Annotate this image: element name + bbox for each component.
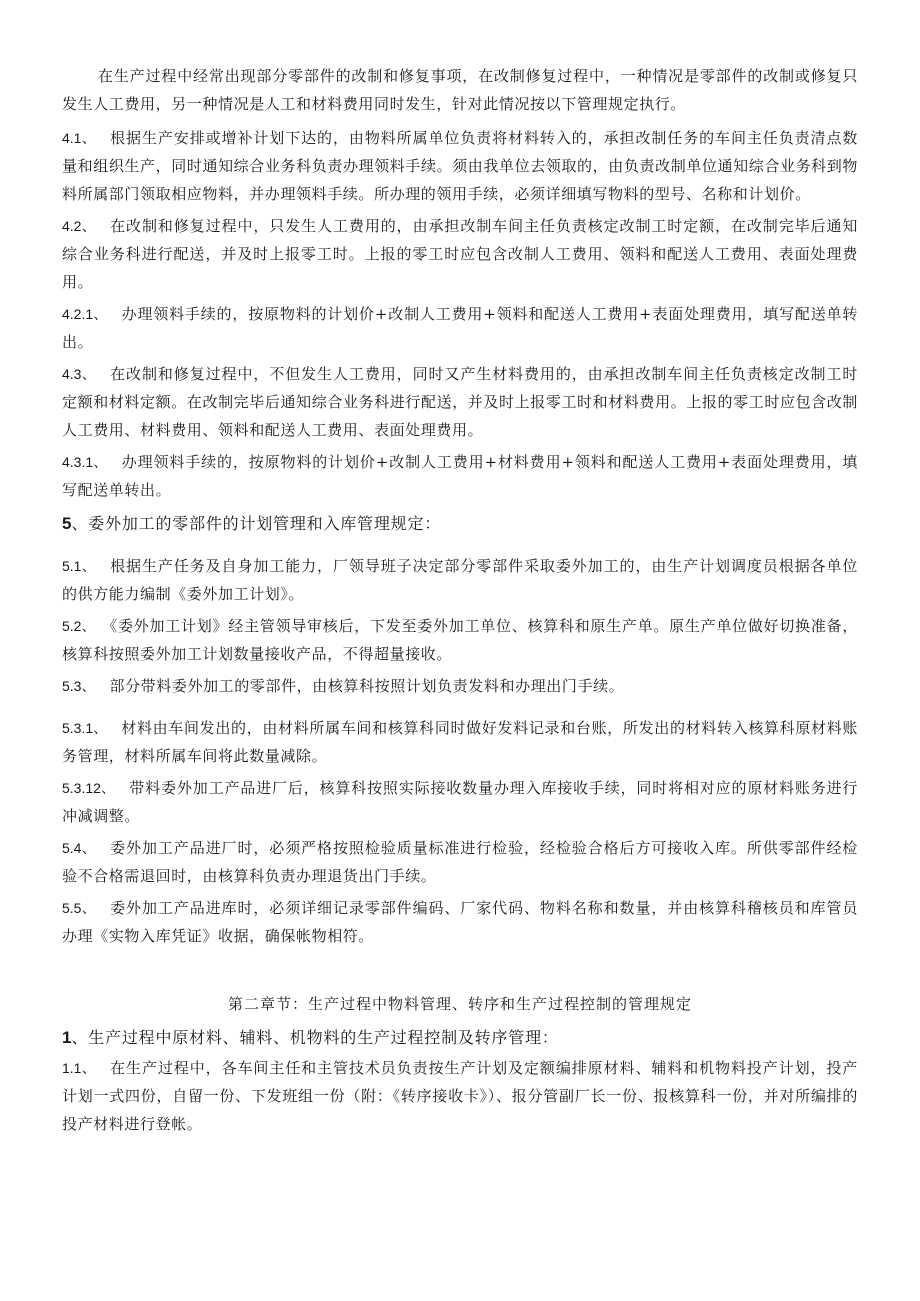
clause-text: 在改制和修复过程中，不但发生人工费用，同时又产生材料费用的，由承担改制车间主任负责核定改制工时定额和材料定额。在改制完毕后通知综合业务科进行配送，并及时上报零工时和材料费用。上报的零工时应包含改制人工费用、材料费用、领料和配送人工费用、表面处理费用。 — [62, 365, 858, 439]
clause-number: 5.3.1、 — [62, 720, 108, 736]
clause-text: 根据生产安排或增补计划下达的，由物料所属单位负责将材料转入的，承担改制任务的车间主任负责清点数量和组织生产，同时通知综合业务科负责办理领料手续。须由我单位去领取的，由负责改制单位通知综合业务科到物料所属部门领取相应物料，并办理领料手续。所办理的领用手续，必须详细填写物料的型号、名称和计划价。 — [62, 129, 858, 203]
clause-number: 5.3、 — [62, 678, 96, 694]
section-1-heading — [62, 1024, 858, 1052]
clause-number: 4.3.1、 — [62, 454, 108, 470]
clause-text: 《委外加工计划》经主管领导审核后，下发至委外加工单位、核算科和原生产单。原生产单位做好切换准备，核算科按照委外加工计划数量接收产品，不得超量接收。 — [62, 617, 858, 663]
section-title: 、委外加工的零部件的计划管理和入库管理规定： — [71, 514, 442, 533]
clause-5-2 — [62, 612, 858, 668]
clause-text: 部分带料委外加工的零部件，由核算科按照计划负责发料和办理出门手续。 — [109, 677, 625, 695]
clause-number: 5.3.12、 — [62, 780, 116, 796]
clause-text: 在生产过程中，各车间主任和主管技术员负责按生产计划及定额编排原材料、辅料和机物料投产计划，投产计划一式四份，自留一份、下发班组一份（附：《转序接收卡》）、报分管副厂长一份、报核算科一份，并对所编排的投产材料进行登帐。 — [62, 1059, 858, 1133]
chapter-title: 第二章节：生产过程中物料管理、转序和生产过程控制的管理规定 — [227, 995, 692, 1013]
section-5-heading — [62, 510, 858, 538]
clause-text: 委外加工产品进厂时，必须严格按照检验质量标准进行检验，经检验合格后方可接收入库。所供零部件经检验不合格需退回时，由核算科负责办理退货出门手续。 — [62, 839, 858, 885]
clause-number: 1.1、 — [62, 1060, 97, 1076]
clause-4-2 — [62, 212, 858, 296]
clause-number: 4.3、 — [62, 366, 97, 382]
clause-number: 5.1、 — [62, 558, 97, 574]
clause-number: 4.2.1、 — [62, 306, 108, 322]
clause-number: 4.2、 — [62, 218, 97, 234]
clause-text: 带料委外加工产品进厂后，核算科按照实际接收数量办理入库接收手续，同时将相对应的原材料账务进行冲减调整。 — [62, 779, 858, 825]
section-number: 1 — [62, 1028, 72, 1047]
clause-4-2-1 — [62, 300, 858, 356]
clause-5-5 — [62, 894, 858, 950]
clause-number: 5.4、 — [62, 840, 97, 856]
section-number: 5 — [62, 514, 72, 533]
clause-4-3 — [62, 360, 858, 444]
clause-4-1 — [62, 124, 858, 208]
clause-5-1 — [62, 552, 858, 608]
clause-text: 根据生产任务及自身加工能力，厂领导班子决定部分零部件采取委外加工的，由生产计划调度员根据各单位的供方能力编制《委外加工计划》。 — [62, 557, 858, 603]
clause-number: 4.1、 — [62, 130, 97, 146]
clause-number: 5.5、 — [62, 900, 97, 916]
clause-text: 材料由车间发出的，由材料所属车间和核算科同时做好发料记录和台账，所发出的材料转入核算科原材料账务管理，材料所属车间将此数量减除。 — [62, 719, 858, 765]
clause-text: 办理领料手续的，按原物料的计划价+改制人工费用+领料和配送人工费用+表面处理费用，填写配送单转出。 — [62, 305, 858, 351]
section-title: 、生产过程中原材料、辅料、机物料的生产过程控制及转序管理： — [71, 1028, 559, 1047]
clause-text: 在改制和修复过程中，只发生人工费用的，由承担改制车间主任负责核定改制工时定额，在改制完毕后通知综合业务科进行配送，并及时上报零工时。上报的零工时应包含改制人工费用、领料和配送人工费用、表面处理费用。 — [62, 217, 858, 291]
clause-text: 办理领料手续的，按原物料的计划价+改制人工费用+材料费用+领料和配送人工费用+表面处理费用，填写配送单转出。 — [62, 453, 858, 499]
clause-text: 委外加工产品进库时，必须详细记录零部件编码、厂家代码、物料名称和数量，并由核算科稽核员和库管员办理《实物入库凭证》收据，确保帐物相符。 — [62, 899, 858, 945]
clause-5-3-1 — [62, 714, 858, 770]
clause-5-3-12 — [62, 774, 858, 830]
clause-5-3 — [62, 672, 858, 700]
clause-number: 5.2、 — [62, 618, 96, 634]
clause-5-4 — [62, 834, 858, 890]
intro-paragraph: 在生产过程中经常出现部分零部件的改制和修复事项，在改制修复过程中，一种情况是零部件的改制或修复只发生人工费用，另一种情况是人工和材料费用同时发生，针对此情况按以下管理规定执行。 — [62, 67, 858, 113]
clause-4-3-1 — [62, 448, 858, 504]
clause-1-1 — [62, 1054, 858, 1138]
